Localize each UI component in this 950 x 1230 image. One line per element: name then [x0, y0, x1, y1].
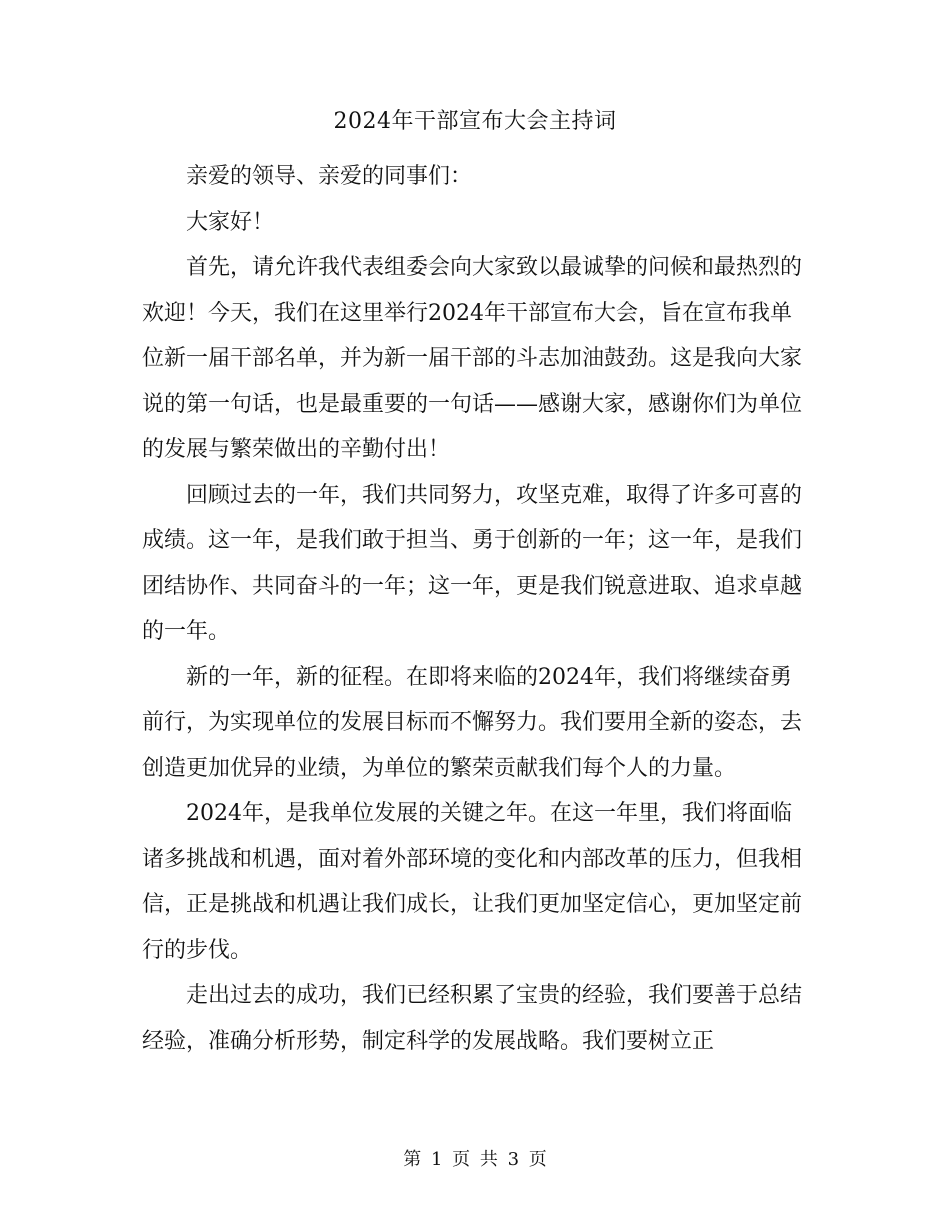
paragraph: 回顾过去的一年，我们共同努力，攻坚克难，取得了许多可喜的成绩。这一年，是我们敢于担当、勇于创新的一年；这一年，是我们团结协作、共同奋斗的一年；这一年，更是我们锐意进取、追求卓越的一年。: [142, 482, 803, 644]
salutation: 亲爱的领导、亲爱的同事们：: [186, 164, 473, 189]
paragraph: 2024年，是我单位发展的关键之年。在这一年里，我们将面临诸多挑战和机遇，面对着外部环境的变化和内部改革的压力，但我相信，正是挑战和机遇让我们成长，让我们更加坚定信心，更加坚定前行的步伐。: [142, 801, 803, 963]
greeting: 大家好！: [186, 209, 275, 235]
paragraph: 首先，请允许我代表组委会向大家致以最诚挚的问候和最热烈的欢迎！今天，我们在这里举行2024年干部宣布大会，旨在宣布我单位新一届干部名单，并为新一届干部的斗志加油鼓劲。这是我向大家说的第一句话，也是最重要的一句话——感谢大家，感谢你们为单位的发展与繁荣做出的辛勤付出！: [142, 255, 803, 462]
paragraph: 新的一年，新的征程。在即将来临的2024年，我们将继续奋勇前行，为实现单位的发展目标而不懈努力。我们要用全新的姿态，去创造更加优异的业绩，为单位的繁荣贡献我们每个人的力量。: [142, 664, 803, 781]
document-body: [142, 154, 808, 1064]
page-number-footer: 第 1 页 共 3 页: [403, 1149, 547, 1170]
paragraph: 走出过去的成功，我们已经积累了宝贵的经验，我们要善于总结经验，准确分析形势，制定科学的发展战略。我们要树立正: [142, 983, 803, 1054]
document-title: 2024年干部宣布大会主持词: [333, 109, 617, 134]
